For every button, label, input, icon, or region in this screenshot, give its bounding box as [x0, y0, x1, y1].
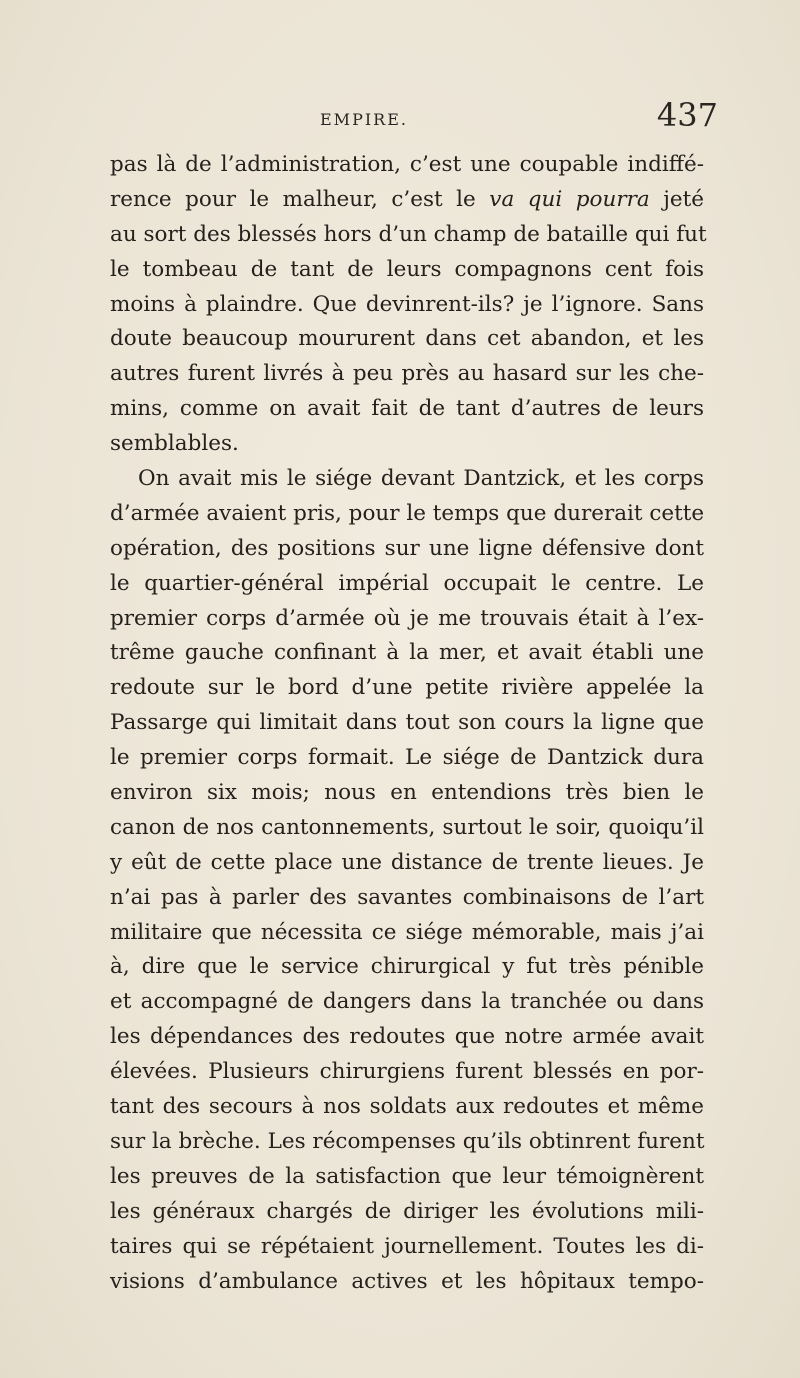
text-line: taires qui se répétaient journellement. Toutes les di-: [110, 1233, 704, 1259]
italic-phrase: va qui pourra: [489, 186, 650, 212]
text-line: et accompagné de dangers dans la tranchée ou dans: [110, 989, 704, 1015]
text-line: On avait mis le siége devant Dantzick, et les corps: [138, 466, 704, 492]
text-line: le tombeau de tant de leurs compagnons cent fois: [110, 256, 704, 282]
text-line: tant des secours à nos soldats aux redoutes et même: [110, 1094, 704, 1120]
text-line: mins, comme on avait fait de tant d’autres de leurs: [110, 396, 704, 422]
text-line: les preuves de la satisfaction que leur témoignèrent: [110, 1163, 704, 1189]
text-line: élevées. Plusieurs chirurgiens furent blessés en por-: [110, 1059, 704, 1085]
text-line: les généraux chargés de diriger les évolutions mili-: [110, 1198, 704, 1224]
text-line: trême gauche confinant à la mer, et avait établi une: [110, 640, 704, 666]
text-line: premier corps d’armée où je me trouvais était à l’ex-: [110, 605, 704, 631]
text-line: semblables.: [110, 431, 239, 457]
text-line: y eût de cette place une distance de trente lieues. Je: [110, 849, 704, 875]
text-segment: jeté: [649, 186, 704, 212]
page-header: [108, 92, 718, 142]
text-line: sur la brèche. Les récompenses qu’ils obtinrent furent: [110, 1128, 705, 1154]
text-line: les dépendances des redoutes que notre armée avait: [110, 1024, 704, 1050]
text-line: au sort des blessés hors d’un champ de bataille qui fut: [110, 221, 707, 247]
text-line: redoute sur le bord d’une petite rivière appelée la: [110, 675, 704, 701]
text-line: visions d’ambulance actives et les hôpitaux tempo-: [110, 1268, 704, 1294]
text-line: n’ai pas à parler des savantes combinaisons de l’art: [110, 884, 704, 910]
text-line: pas là de l’administration, c’est une coupable indiffé-: [110, 152, 704, 177]
body-text: [110, 148, 707, 1299]
text-line: le premier corps formait. Le siége de Dantzick dura: [110, 745, 704, 771]
running-head: EMPIRE.: [320, 110, 408, 129]
text-line: opération, des positions sur une ligne défensive dont: [110, 535, 704, 561]
text-line: Passarge qui limitait dans tout son cours la ligne que: [110, 710, 704, 736]
text-line: environ six mois; nous en entendions très bien le: [110, 780, 704, 806]
page-number: 437: [656, 96, 718, 134]
text-line: militaire que nécessita ce siége mémorable, mais j’ai: [110, 919, 704, 945]
text-line: autres furent livrés à peu près au hasard sur les che-: [110, 361, 704, 387]
text-line: [110, 183, 704, 218]
text-line: moins à plaindre. Que devinrent-ils? je l’ignore. Sans: [110, 291, 704, 317]
text-line: d’armée avaient pris, pour le temps que durerait cette: [110, 500, 705, 526]
text-line: à, dire que le service chirurgical y fut très pénible: [110, 954, 704, 980]
text-line: canon de nos cantonnements, surtout le soir, quoiqu’il: [110, 814, 704, 840]
text-segment: rence pour le malheur, c’est le: [110, 186, 490, 212]
text-line: le quartier-général impérial occupait le centre. Le: [110, 570, 704, 596]
text-line: doute beaucoup moururent dans cet abandon, et les: [110, 326, 704, 352]
